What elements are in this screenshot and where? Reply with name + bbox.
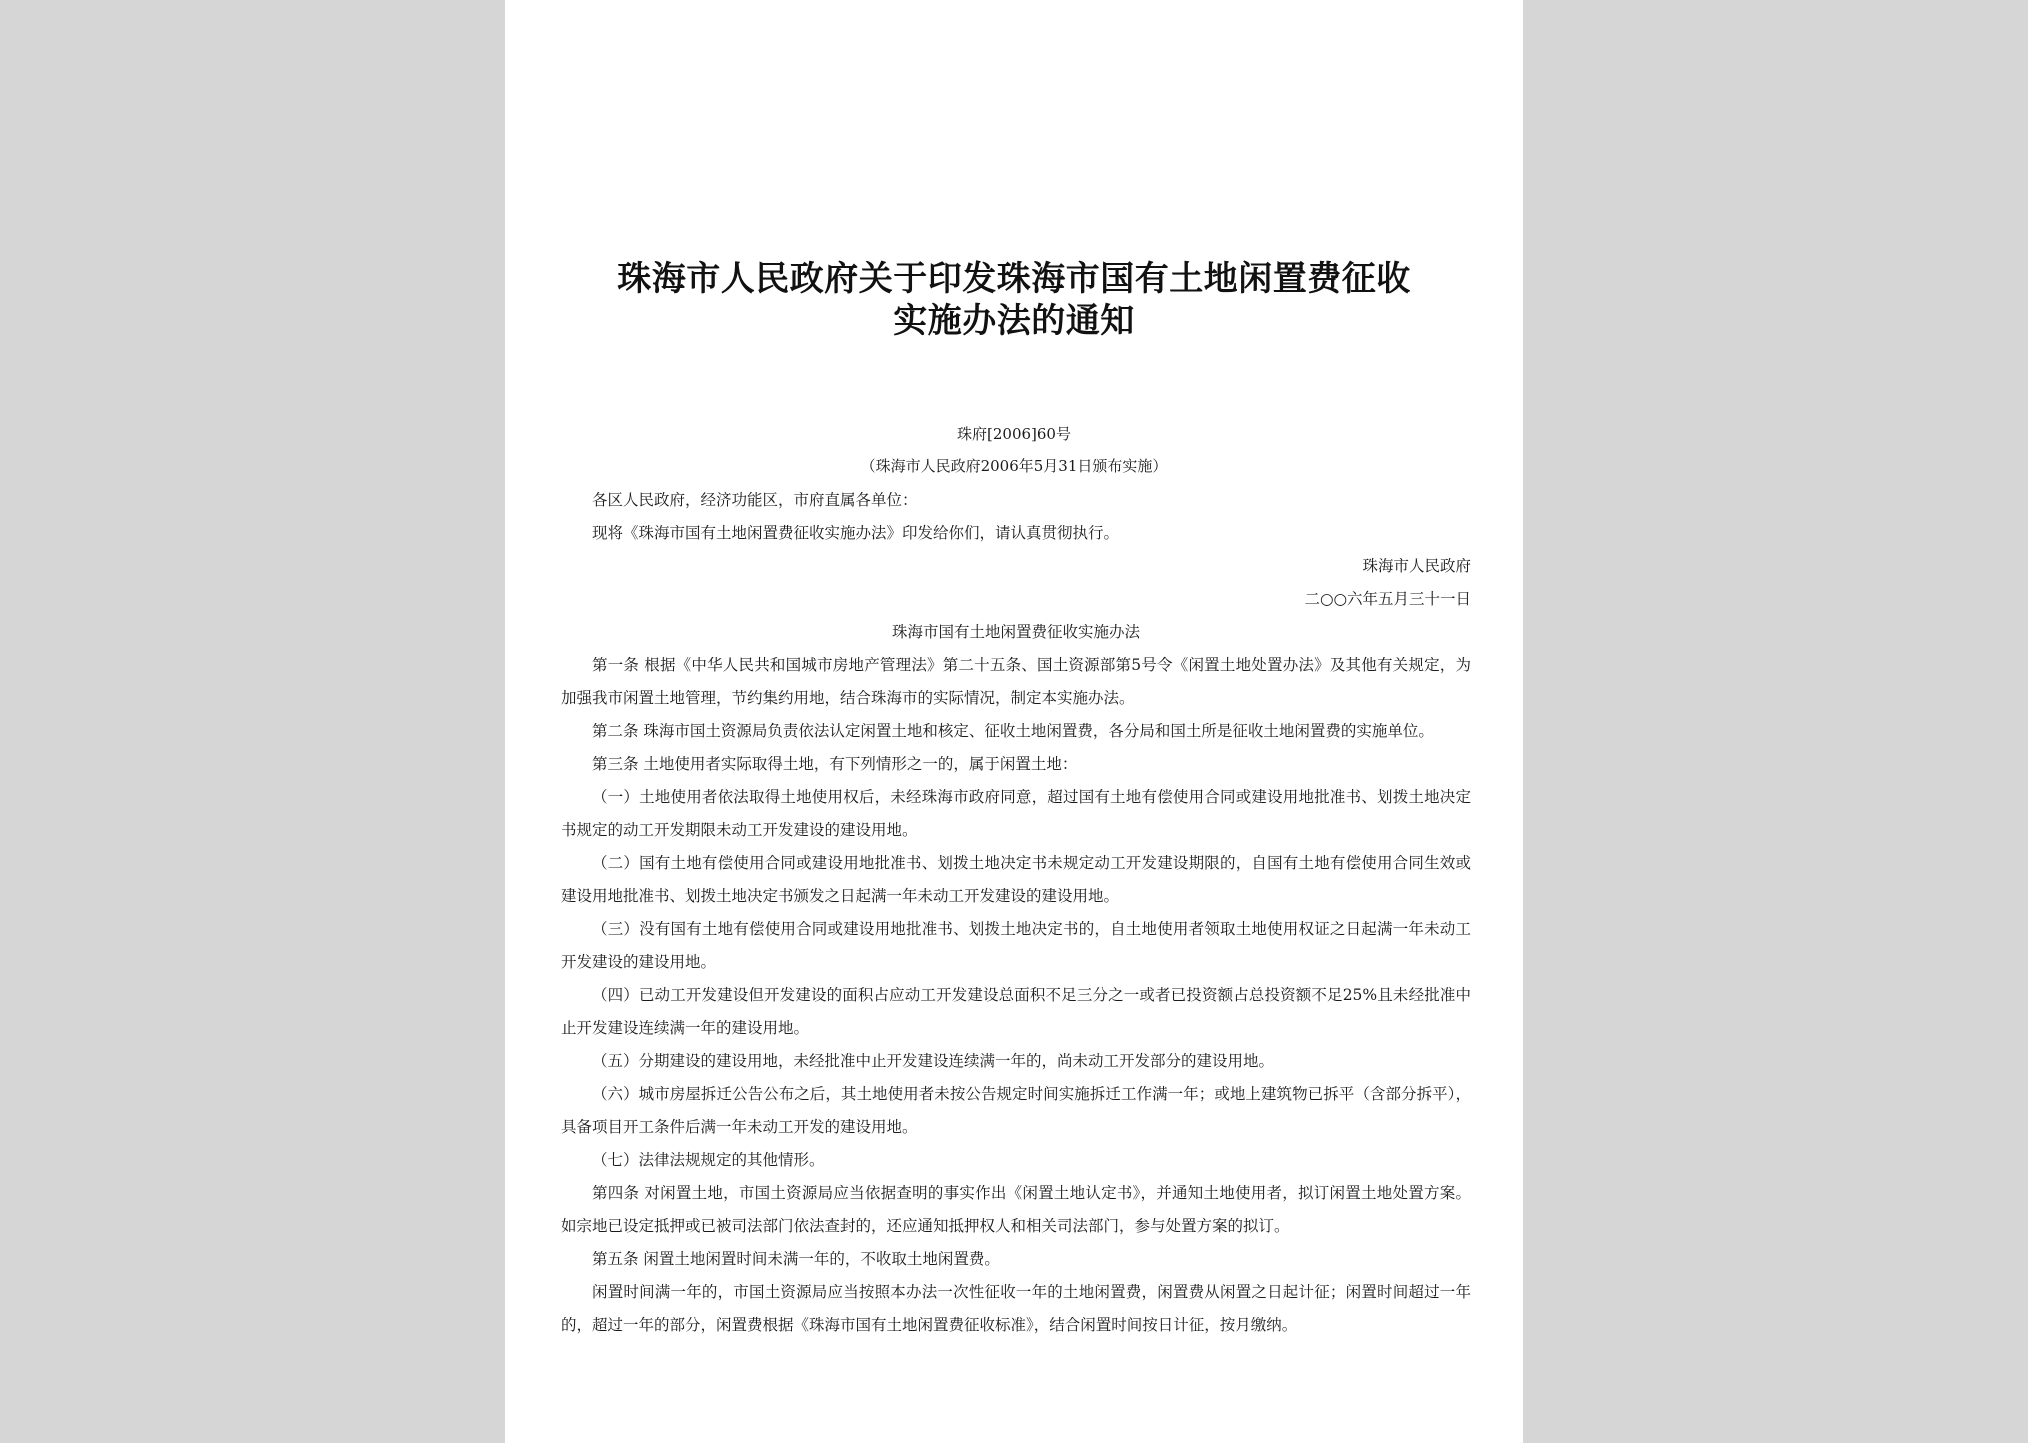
title-line-1: 珠海市人民政府关于印发珠海市国有土地闲置费征收 <box>617 259 1411 299</box>
article-paragraph: （三）没有国有土地有偿使用合同或建设用地批准书、划拨土地决定书的，自土地使用者领取土地使用权证之日起满一年未动工开发建设的建设用地。 <box>561 920 1471 971</box>
article-paragraph: 第三条 土地使用者实际取得土地，有下列情形之一的，属于闲置土地： <box>592 755 1078 773</box>
issued-note: （珠海市人民政府2006年5月31日颁布实施） <box>860 457 1168 475</box>
article-paragraph: （七）法律法规规定的其他情形。 <box>592 1151 825 1169</box>
article-paragraph: （五）分期建设的建设用地，未经批准中止开发建设连续满一年的，尚未动工开发部分的建设用地。 <box>592 1052 1275 1070</box>
article-paragraph: 第四条 对闲置土地，市国土资源局应当依据查明的事实作出《闲置土地认定书》，并通知土地使用者，拟订闲置土地处置方案。如宗地已设定抵押或已被司法部门依法查封的，还应通知抵押权人和相关司法部门，参与处置方案的拟订。 <box>561 1184 1471 1235</box>
document-number: 珠府[2006]60号 <box>957 425 1071 443</box>
article-paragraph: 第一条 根据《中华人民共和国城市房地产管理法》第二十五条、国土资源部第5号令《闲置土地处置办法》及其他有关规定，为加强我市闲置土地管理，节约集约用地，结合珠海市的实际情况，制定本实施办法。 <box>561 656 1471 707</box>
intro-paragraph: 现将《珠海市国有土地闲置费征收实施办法》印发给你们，请认真贯彻执行。 <box>592 524 1120 542</box>
title-line-2: 实施办法的通知 <box>893 301 1135 341</box>
signature-date: 二○○六年五月三十一日 <box>1304 590 1471 608</box>
article-paragraph: 第二条 珠海市国土资源局负责依法认定闲置土地和核定、征收土地闲置费，各分局和国土所是征收土地闲置费的实施单位。 <box>592 722 1434 740</box>
document-body <box>561 484 1471 1342</box>
article-paragraph: （二）国有土地有偿使用合同或建设用地批准书、划拨土地决定书未规定动工开发建设期限的，自国有土地有偿使用合同生效或建设用地批准书、划拨土地决定书颁发之日起满一年未动工开发建设的建设用地。 <box>561 854 1471 905</box>
article-paragraph: 闲置时间满一年的，市国土资源局应当按照本办法一次性征收一年的土地闲置费，闲置费从闲置之日起计征；闲置时间超过一年的，超过一年的部分，闲置费根据《珠海市国有土地闲置费征收标准》，结合闲置时间按日计征，按月缴纳。 <box>561 1283 1471 1334</box>
document-title <box>505 258 1523 342</box>
signature-org: 珠海市人民政府 <box>1362 557 1471 575</box>
measures-title: 珠海市国有土地闲置费征收实施办法 <box>891 623 1140 641</box>
document-page <box>505 0 1523 1443</box>
article-paragraph: （六）城市房屋拆迁公告公布之后，其土地使用者未按公告规定时间实施拆迁工作满一年；或地上建筑物已拆平（含部分拆平），具备项目开工条件后满一年未动工开发的建设用地。 <box>561 1085 1471 1136</box>
article-paragraph: （四）已动工开发建设但开发建设的面积占应动工开发建设总面积不足三分之一或者已投资额占总投资额不足25%且未经批准中止开发建设连续满一年的建设用地。 <box>561 986 1471 1037</box>
salutation: 各区人民政府，经济功能区，市府直属各单位： <box>592 491 918 509</box>
article-paragraph: 第五条 闲置土地闲置时间未满一年的，不收取土地闲置费。 <box>592 1250 1000 1268</box>
article-paragraph: （一）土地使用者依法取得土地使用权后，未经珠海市政府同意，超过国有土地有偿使用合同或建设用地批准书、划拨土地决定书规定的动工开发期限未动工开发建设的建设用地。 <box>561 788 1471 839</box>
